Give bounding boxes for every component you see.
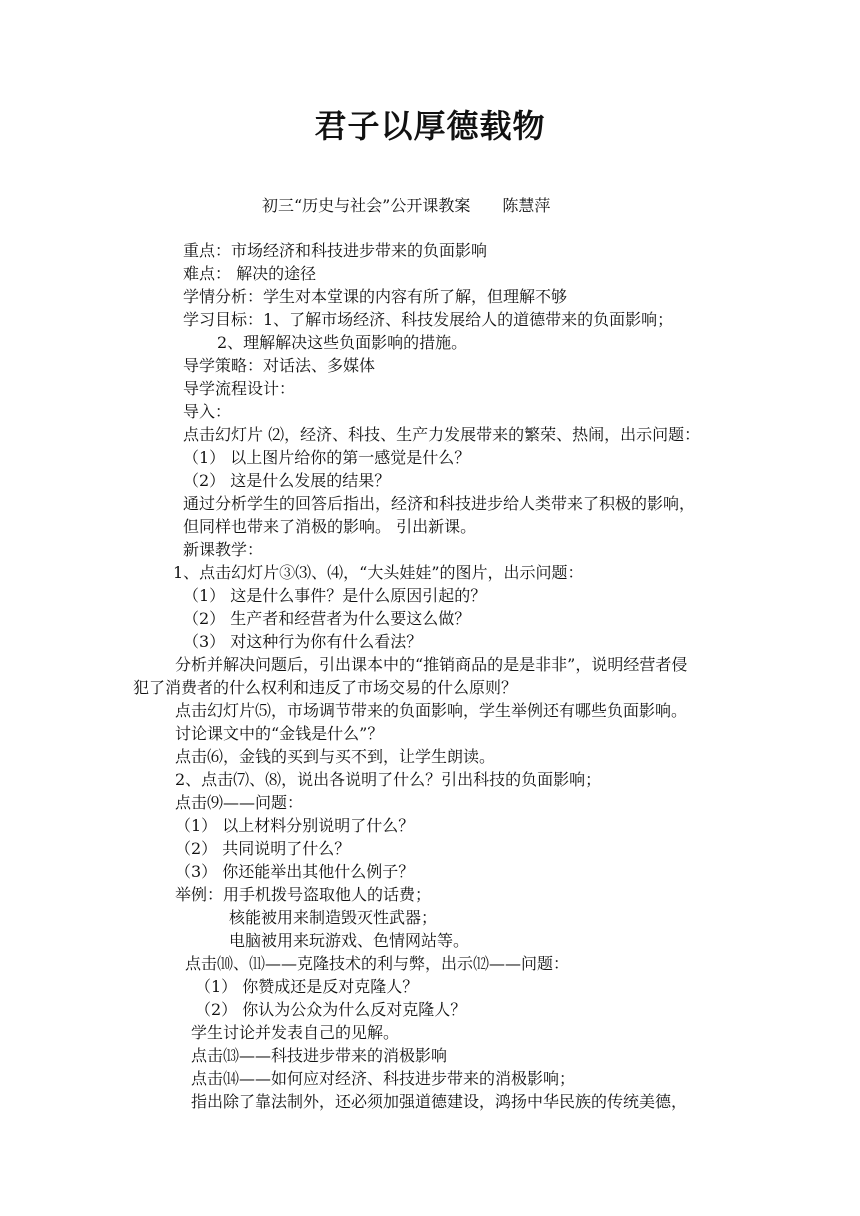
- text-line: （1） 这是什么事件？是什么原因引起的？: [183, 586, 487, 605]
- text-line: （2） 生产者和经营者为什么要这么做？: [183, 609, 471, 628]
- text-line: （2） 共同说明了什么？: [175, 839, 351, 858]
- text-line: 学情分析：学生对本堂课的内容有所了解，但理解不够: [183, 287, 568, 306]
- text-line: 举例：用手机拨号盗取他人的话费；: [175, 885, 432, 904]
- text-line: 分析并解决问题后，引出课本中的“推销商品的是是非非”，说明经营者侵: [175, 655, 688, 674]
- document-title: 君子以厚德载物: [314, 107, 546, 145]
- text-line: 犯了消费者的什么权利和违反了市场交易的什么原则？: [133, 678, 518, 697]
- text-line: 导学策略：对话法、多媒体: [183, 356, 376, 375]
- text-line: 点击⑽、⑾——克隆技术的利与弊，出示⑿——问题：: [185, 954, 570, 973]
- text-line: （1） 以上图片给你的第一感觉是什么？: [183, 448, 471, 467]
- text-line: （2） 你认为公众为什么反对克隆人？: [195, 1000, 467, 1019]
- text-line: 重点：市场经济和科技进步带来的负面影响: [183, 241, 488, 260]
- text-line: 新课教学：: [183, 540, 264, 559]
- text-line: （3） 你还能举出其他什么例子？: [175, 862, 415, 881]
- text-line: （1） 以上材料分别说明了什么？: [175, 816, 415, 835]
- text-line: 点击幻灯片⑸，市场调节带来的负面影响，学生举例还有哪些负面影响。: [175, 701, 688, 720]
- text-line: 2、点击⑺、⑻，说出各说明了什么？引出科技的负面影响；: [175, 770, 602, 789]
- text-line: 难点： 解决的途径: [183, 264, 317, 283]
- text-line: （2） 这是什么发展的结果？: [183, 471, 391, 490]
- text-line: 讨论课文中的“金钱是什么”？: [175, 724, 384, 743]
- text-line: 1、点击幻灯片③⑶、⑷，“大头娃娃”的图片，出示问题：: [173, 563, 584, 582]
- text-line: 点击⒁——如何应对经济、科技进步带来的消极影响；: [191, 1069, 576, 1088]
- text-line: 但同样也带来了消极的影响。 引出新课。: [183, 517, 477, 536]
- text-line: （3） 对这种行为你有什么看法？: [183, 632, 423, 651]
- text-line: 导入：: [183, 402, 232, 421]
- text-line: 电脑被用来玩游戏、色情网站等。: [229, 931, 470, 950]
- text-line: 核能被用来制造毁灭性武器；: [229, 908, 438, 927]
- text-line: 2、理解解决这些负面影响的措施。: [217, 333, 468, 352]
- text-line: 学习目标：1、了解市场经济、科技发展给人的道德带来的负面影响；: [183, 310, 674, 329]
- text-line: 点击⑼——问题：: [175, 793, 304, 812]
- text-line: 点击⑹，金钱的买到与买不到，让学生朗读。: [175, 747, 496, 766]
- document-subtitle: 初三“历史与社会”公开课教案 陈慧萍: [262, 196, 551, 215]
- text-line: 通过分析学生的回答后指出，经济和科技进步给人类带来了积极的影响，: [183, 494, 696, 513]
- text-line: （1） 你赞成还是反对克隆人？: [195, 977, 419, 996]
- text-line: 指出除了靠法制外，还必须加强道德建设，鸿扬中华民族的传统美德，: [191, 1092, 688, 1111]
- text-line: 点击幻灯片 ⑵，经济、科技、生产力发展带来的繁荣、热闹，出示问题：: [183, 425, 701, 444]
- text-line: 学生讨论并发表自己的见解。: [191, 1023, 400, 1042]
- text-line: 点击⒀——科技进步带来的消极影响: [191, 1046, 448, 1065]
- text-line: 导学流程设计：: [183, 379, 296, 398]
